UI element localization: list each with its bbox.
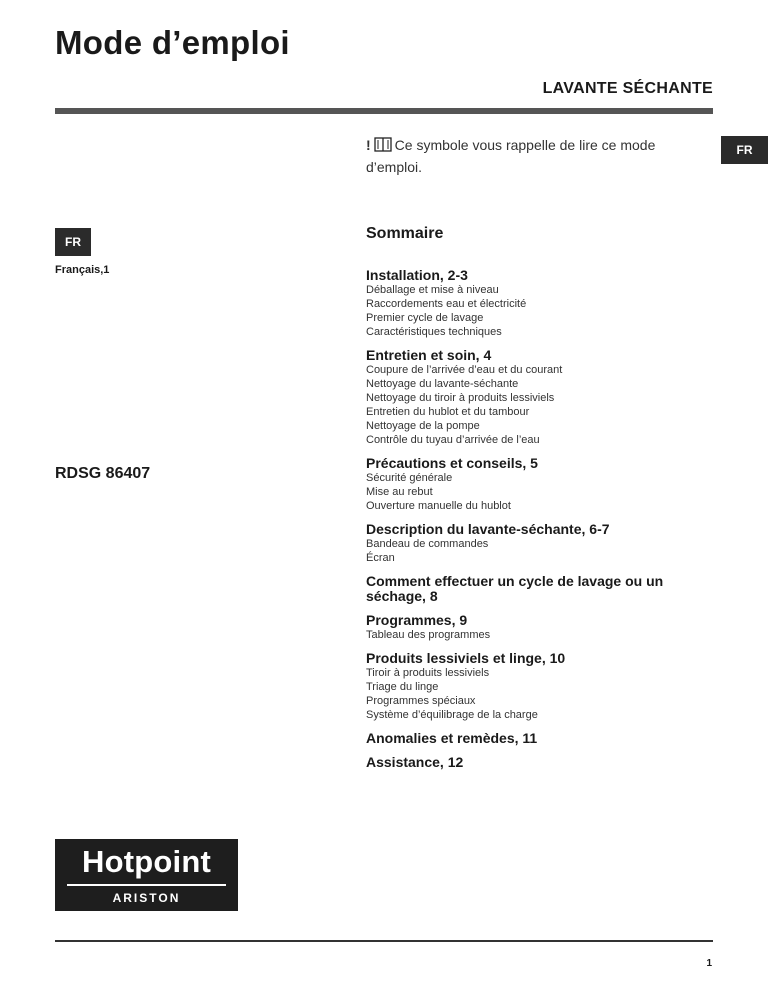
toc-item: Nettoyage de la pompe — [366, 420, 480, 432]
toc-item: Système d’équilibrage de la charge — [366, 709, 538, 721]
toc-item: Ouverture manuelle du hublot — [366, 500, 511, 512]
toc-item: Écran — [366, 552, 395, 564]
toc-item: Tiroir à produits lessiviels — [366, 667, 490, 679]
toc-item: Tableau des programmes — [366, 629, 491, 641]
toc-item: Entretien du hublot et du tambour — [366, 406, 530, 418]
toc-section-title: Assistance, 12 — [366, 754, 464, 770]
toc-section-title: Description du lavante-séchante, 6-7 — [366, 521, 610, 537]
book-icon — [374, 137, 392, 157]
language-badge: FR — [55, 228, 91, 256]
footer-rule — [55, 940, 713, 942]
language-entry: Français,1 — [55, 264, 110, 276]
brand-logo — [55, 839, 238, 911]
toc-item: Sécurité générale — [366, 472, 453, 484]
toc-section — [366, 268, 716, 339]
logo-sub: ARISTON — [112, 891, 181, 905]
toc-section-title: Comment effectuer un cycle de lavage ou un séchage, 8 — [366, 573, 664, 604]
warning-mark: ! — [366, 137, 371, 153]
toc-item: Triage du linge — [366, 681, 439, 693]
page-title: Mode d’emploi — [55, 24, 290, 61]
toc-item: Mise au rebut — [366, 486, 433, 498]
notice-text: Ce symbole vous rappelle de lire ce mode d’emploi. — [366, 137, 656, 175]
toc-item: Bandeau de commandes — [366, 538, 489, 550]
toc-item: Contrôle du tuyau d’arrivée de l’eau — [366, 434, 540, 446]
language-side-tab: FR — [721, 136, 768, 164]
toc-section — [366, 613, 716, 642]
toc-section — [366, 755, 716, 770]
product-type: LAVANTE SÉCHANTE — [542, 80, 713, 97]
toc-section — [366, 522, 716, 565]
toc-section — [366, 574, 716, 604]
toc-item: Nettoyage du lavante-séchante — [366, 378, 519, 390]
toc-section — [366, 731, 716, 746]
toc-section-title: Précautions et conseils, 5 — [366, 455, 538, 471]
logo-divider — [67, 884, 226, 886]
toc-item: Programmes spéciaux — [366, 695, 476, 707]
toc-section — [366, 651, 716, 722]
toc-section-title: Installation, 2-3 — [366, 267, 468, 283]
table-of-contents — [366, 268, 716, 779]
toc-item: Raccordements eau et électricité — [366, 298, 527, 310]
page-number: 1 — [706, 958, 712, 969]
toc-item: Caractéristiques techniques — [366, 326, 502, 338]
toc-title: Sommaire — [366, 225, 444, 242]
reading-notice — [366, 135, 696, 177]
toc-section — [366, 456, 716, 513]
toc-item: Coupure de l’arrivée d’eau et du courant — [366, 364, 563, 376]
toc-section-title: Programmes, 9 — [366, 612, 468, 628]
toc-section-title: Produits lessiviels et linge, 10 — [366, 650, 566, 666]
toc-section-title: Entretien et soin, 4 — [366, 347, 492, 363]
toc-item: Déballage et mise à niveau — [366, 284, 499, 296]
model-number: RDSG 86407 — [55, 465, 151, 482]
logo-brand: Hotpoint — [82, 844, 211, 879]
toc-item: Premier cycle de lavage — [366, 312, 484, 324]
toc-item: Nettoyage du tiroir à produits lessiviels — [366, 392, 555, 404]
toc-section-title: Anomalies et remèdes, 11 — [366, 730, 538, 746]
toc-section — [366, 348, 716, 447]
header-rule — [55, 108, 713, 114]
